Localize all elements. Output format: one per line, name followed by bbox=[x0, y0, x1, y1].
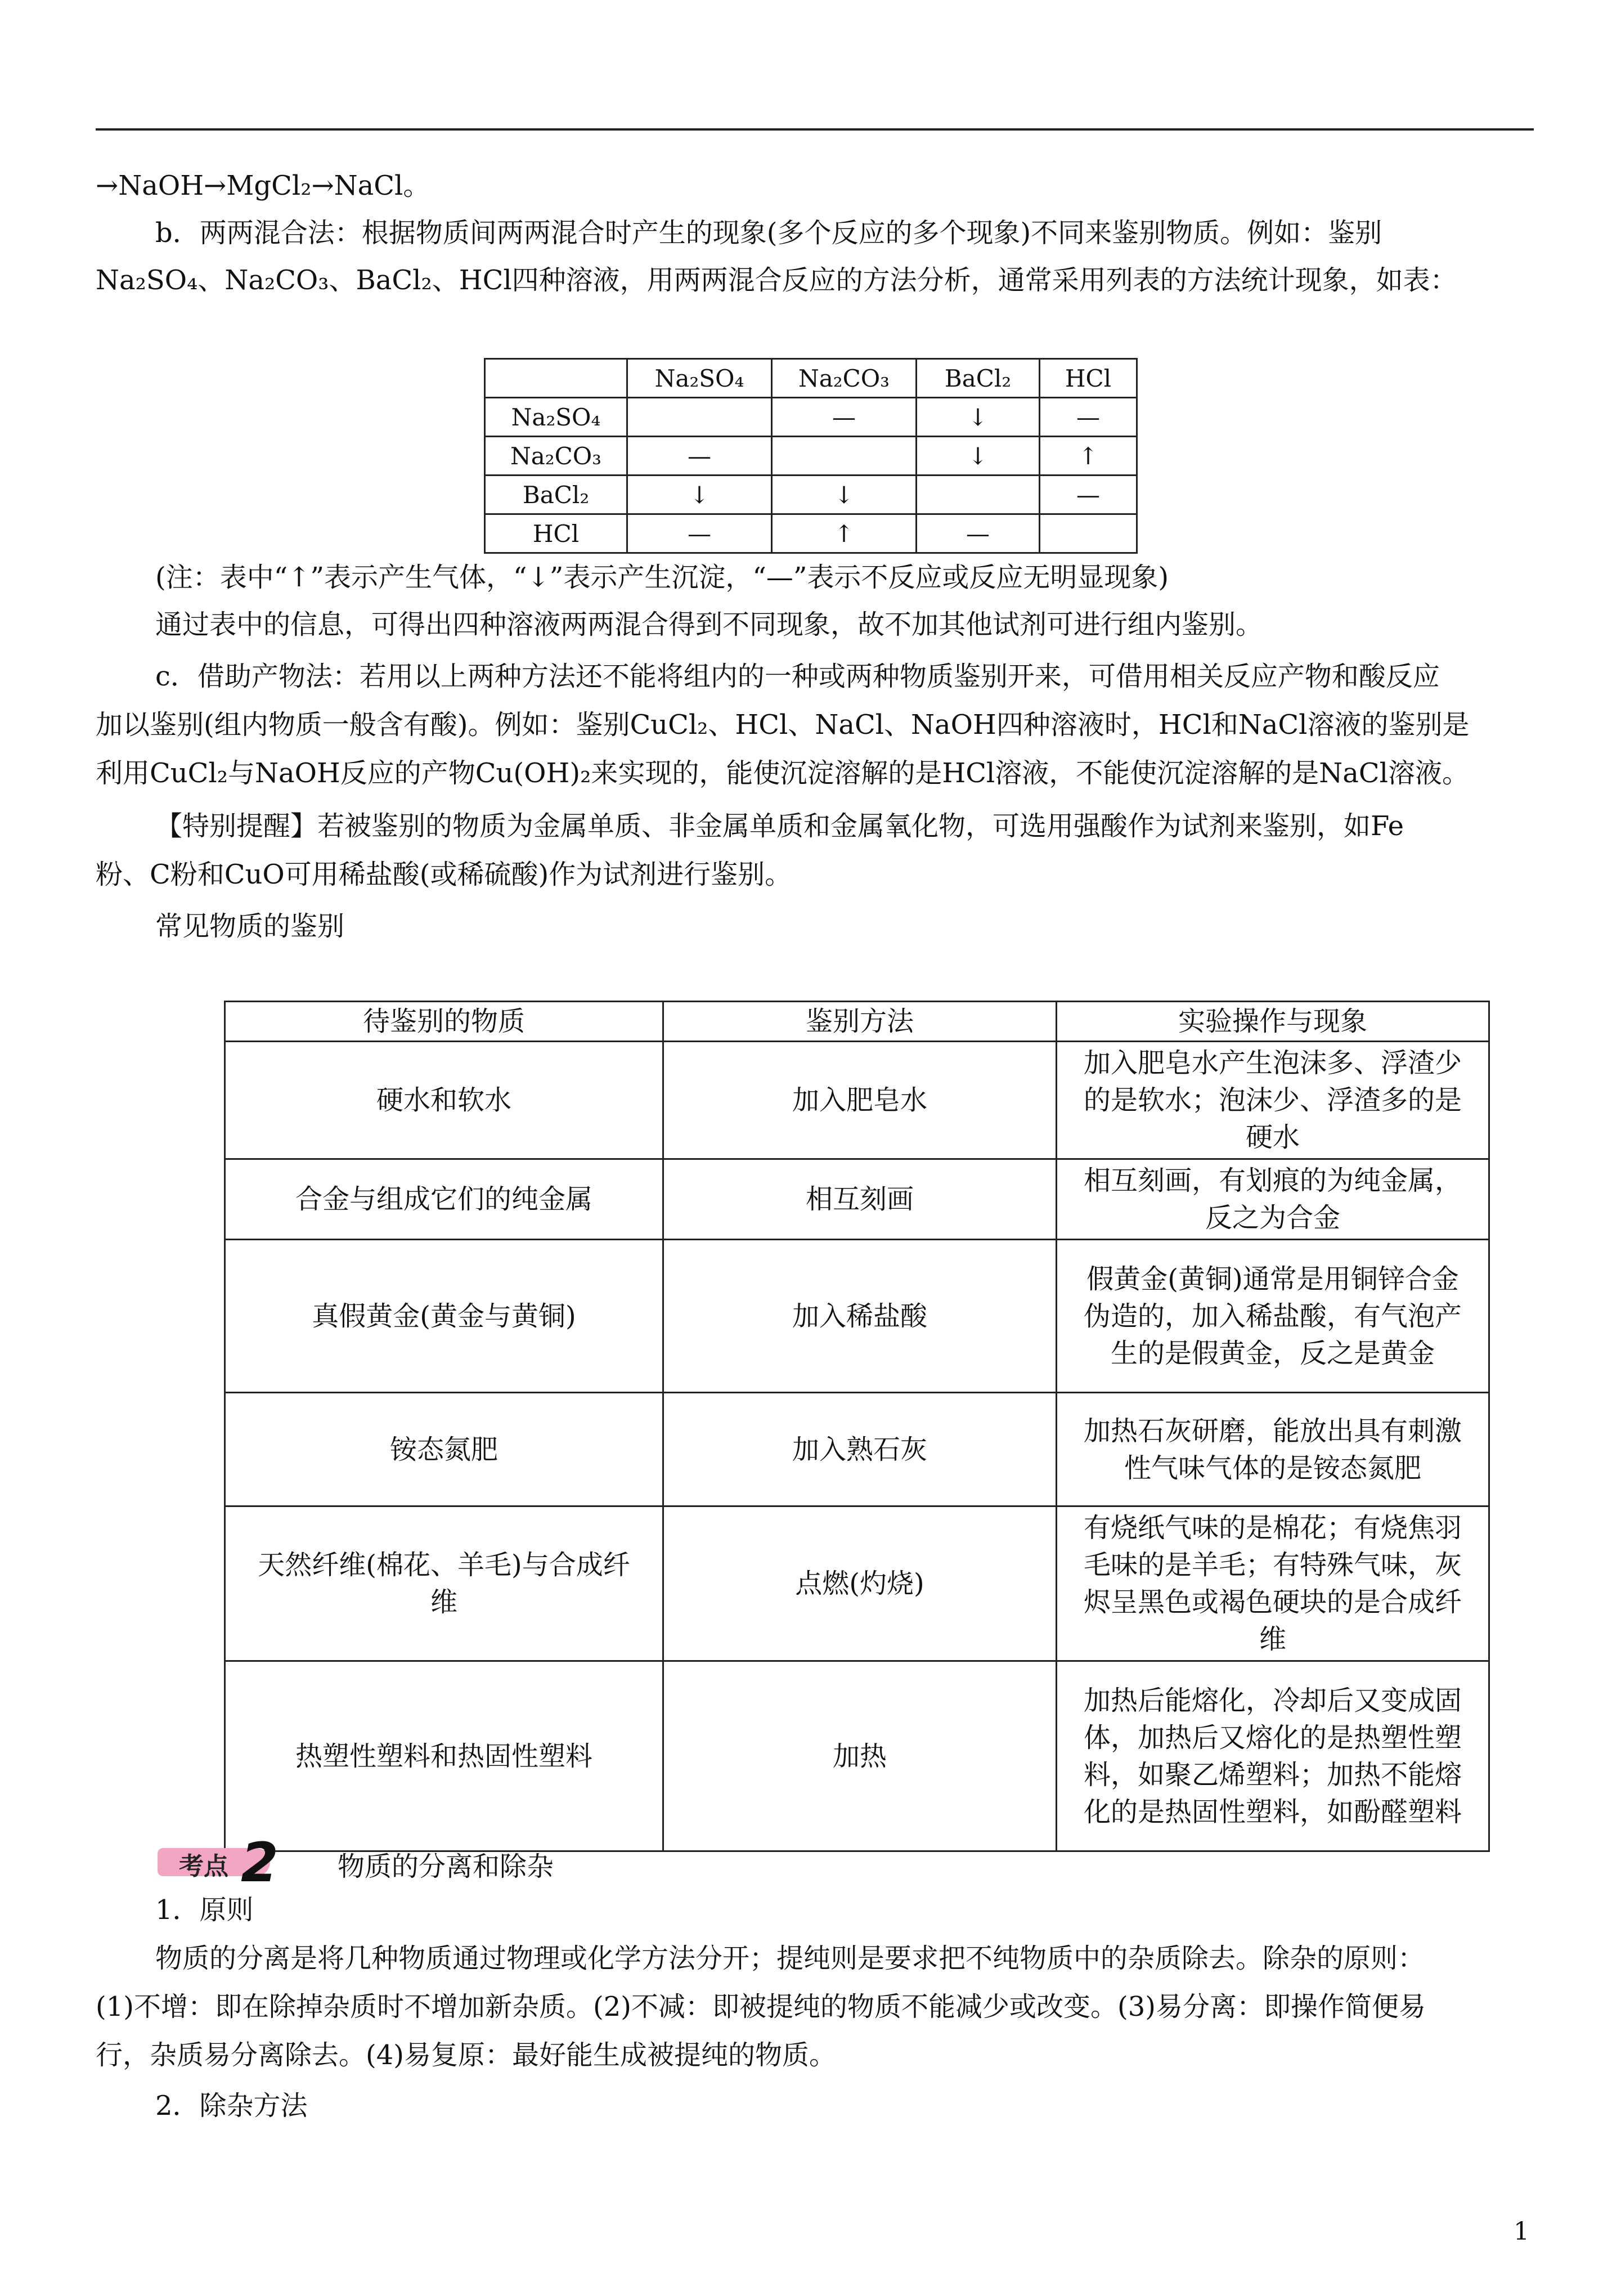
reminder-line1: 【特别提醒】若被鉴别的物质为金属单质、非金属单质和金属氧化物，可选用强酸作为试剂来鉴别，如Fe bbox=[155, 810, 1404, 842]
header-cell: Na₂SO₄ bbox=[627, 359, 772, 398]
principle-line2: (1)不增：即在除掉杂质时不增加新杂质。(2)不减：即被提纯的物质不能减少或改变。(3)易分离：即操作简便易 bbox=[96, 1991, 1426, 2023]
method-cell: 加入熟石灰 bbox=[663, 1393, 1057, 1506]
table-row bbox=[485, 514, 1137, 553]
phenomenon-cell: 有烧纸气味的是棉花；有烧焦羽毛味的是羊毛；有特殊气味，灰烬呈黑色或褐色硬块的是合成纤维 bbox=[1057, 1506, 1489, 1661]
phenomenon-cell: 加热后能熔化，冷却后又变成固体，加热后又熔化的是热塑性塑料，如聚乙烯塑料；加热不能熔化的是热固性塑料，如酚醛塑料 bbox=[1057, 1661, 1489, 1851]
table-cell bbox=[917, 476, 1040, 514]
para-b-line2: Na₂SO₄、Na₂CO₃、BaCl₂、HCl四种溶液，用两两混合反应的方法分析，通常采用列表的方法统计现象，如表： bbox=[96, 264, 1457, 296]
substance-cell: 热塑性塑料和热固性塑料 bbox=[225, 1661, 663, 1851]
table-row bbox=[225, 1159, 1489, 1240]
method-cell: 点燃(灼烧) bbox=[663, 1506, 1057, 1661]
header-cell: Na₂CO₃ bbox=[772, 359, 917, 398]
table-cell bbox=[627, 398, 772, 437]
table-row bbox=[485, 437, 1137, 476]
substance-cell: 硬水和软水 bbox=[225, 1042, 663, 1159]
table-cell: — bbox=[1040, 476, 1137, 514]
row-label: HCl bbox=[485, 514, 627, 553]
table-cell: ↓ bbox=[917, 398, 1040, 437]
phenomenon-cell: 相互刻画，有划痕的为纯金属，反之为合金 bbox=[1057, 1159, 1489, 1240]
method-cell: 加热 bbox=[663, 1661, 1057, 1851]
table-cell bbox=[772, 437, 917, 476]
header-cell: BaCl₂ bbox=[917, 359, 1040, 398]
header-cell: 鉴别方法 bbox=[663, 1002, 1057, 1042]
row-label: BaCl₂ bbox=[485, 476, 627, 514]
substance-cell: 合金与组成它们的纯金属 bbox=[225, 1159, 663, 1240]
table-header-row bbox=[225, 1002, 1489, 1042]
table-cell: ↑ bbox=[772, 514, 917, 553]
header-cell: 待鉴别的物质 bbox=[225, 1002, 663, 1042]
table-row bbox=[225, 1042, 1489, 1159]
method-cell: 相互刻画 bbox=[663, 1159, 1057, 1240]
para-c-line3: 利用CuCl₂与NaOH反应的产物Cu(OH)₂来实现的，能使沉淀溶解的是HCl溶液，不能使沉淀溶解的是NaCl溶液。 bbox=[96, 757, 1469, 789]
principle-heading: 1．原则 bbox=[155, 1894, 254, 1926]
substance-cell: 铵态氮肥 bbox=[225, 1393, 663, 1506]
section-title: 物质的分离和除杂 bbox=[338, 1851, 554, 1882]
identification-table bbox=[224, 1001, 1490, 1852]
substance-cell: 真假黄金(黄金与黄铜) bbox=[225, 1240, 663, 1393]
reaction-table bbox=[484, 358, 1138, 554]
reminder-line2: 粉、C粉和CuO可用稀盐酸(或稀硫酸)作为试剂进行鉴别。 bbox=[96, 859, 792, 890]
table-row bbox=[225, 1393, 1489, 1506]
table-cell: — bbox=[917, 514, 1040, 553]
header-cell: HCl bbox=[1040, 359, 1137, 398]
table-row bbox=[485, 398, 1137, 437]
table-row bbox=[225, 1506, 1489, 1661]
table-row bbox=[485, 476, 1137, 514]
badge-number: 2 bbox=[241, 1831, 279, 1894]
phenomenon-cell: 假黄金(黄铜)通常是用铜锌合金伪造的，加入稀盐酸，有气泡产生的是假黄金，反之是黄金 bbox=[1057, 1240, 1489, 1393]
common-title: 常见物质的鉴别 bbox=[155, 911, 345, 942]
conclusion-text: 通过表中的信息，可得出四种溶液两两混合得到不同现象，故不加其他试剂可进行组内鉴别。 bbox=[155, 609, 1263, 640]
page-number: 1 bbox=[1514, 2217, 1529, 2246]
principle-line3: 行，杂质易分离除去。(4)易复原：最好能生成被提纯的物质。 bbox=[96, 2039, 836, 2071]
header-cell: 实验操作与现象 bbox=[1057, 1002, 1489, 1042]
table-cell: — bbox=[627, 514, 772, 553]
table-cell: ↓ bbox=[917, 437, 1040, 476]
method-cell: 加入稀盐酸 bbox=[663, 1240, 1057, 1393]
table-cell bbox=[1040, 514, 1137, 553]
header-rule bbox=[96, 128, 1534, 131]
para-c-line2: 加以鉴别(组内物质一般含有酸)。例如：鉴别CuCl₂、HCl、NaCl、NaOH四种溶液时，HCl和NaCl溶液的鉴别是 bbox=[96, 709, 1470, 741]
table-cell: ↑ bbox=[1040, 437, 1137, 476]
row-label: Na₂SO₄ bbox=[485, 398, 627, 437]
reaction-chain: →NaOH→MgCl₂→NaCl。 bbox=[96, 170, 430, 201]
phenomenon-cell: 加入肥皂水产生泡沫多、浮渣少的是软水；泡沫少、浮渣多的是硬水 bbox=[1057, 1042, 1489, 1159]
badge-label: 考点 bbox=[179, 1852, 228, 1881]
table-cell: ↓ bbox=[627, 476, 772, 514]
substance-cell: 天然纤维(棉花、羊毛)与合成纤维 bbox=[225, 1506, 663, 1661]
para-c-line1: c．借助产物法：若用以上两种方法还不能将组内的一种或两种物质鉴别开来，可借用相关反应产物和酸反应 bbox=[155, 661, 1440, 692]
table-cell: — bbox=[772, 398, 917, 437]
table-header-row bbox=[485, 359, 1137, 398]
section-badge bbox=[158, 1831, 299, 1894]
row-label: Na₂CO₃ bbox=[485, 437, 627, 476]
para-b-line1: b．两两混合法：根据物质间两两混合时产生的现象(多个反应的多个现象)不同来鉴别物质。例如：鉴别 bbox=[155, 217, 1382, 249]
table-row bbox=[225, 1661, 1489, 1851]
table-row bbox=[225, 1240, 1489, 1393]
header-cell bbox=[485, 359, 627, 398]
table-cell: — bbox=[627, 437, 772, 476]
method-heading: 2．除杂方法 bbox=[155, 2090, 308, 2122]
method-cell: 加入肥皂水 bbox=[663, 1042, 1057, 1159]
principle-line1: 物质的分离是将几种物质通过物理或化学方法分开；提纯则是要求把不纯物质中的杂质除去。除杂的原则： bbox=[155, 1943, 1425, 1974]
table-note: (注：表中“↑”表示产生气体，“↓”表示产生沉淀，“—”表示不反应或反应无明显现象) bbox=[155, 562, 1169, 593]
phenomenon-cell: 加热石灰研磨，能放出具有刺激性气味气体的是铵态氮肥 bbox=[1057, 1393, 1489, 1506]
table-cell: ↓ bbox=[772, 476, 917, 514]
table-cell: — bbox=[1040, 398, 1137, 437]
